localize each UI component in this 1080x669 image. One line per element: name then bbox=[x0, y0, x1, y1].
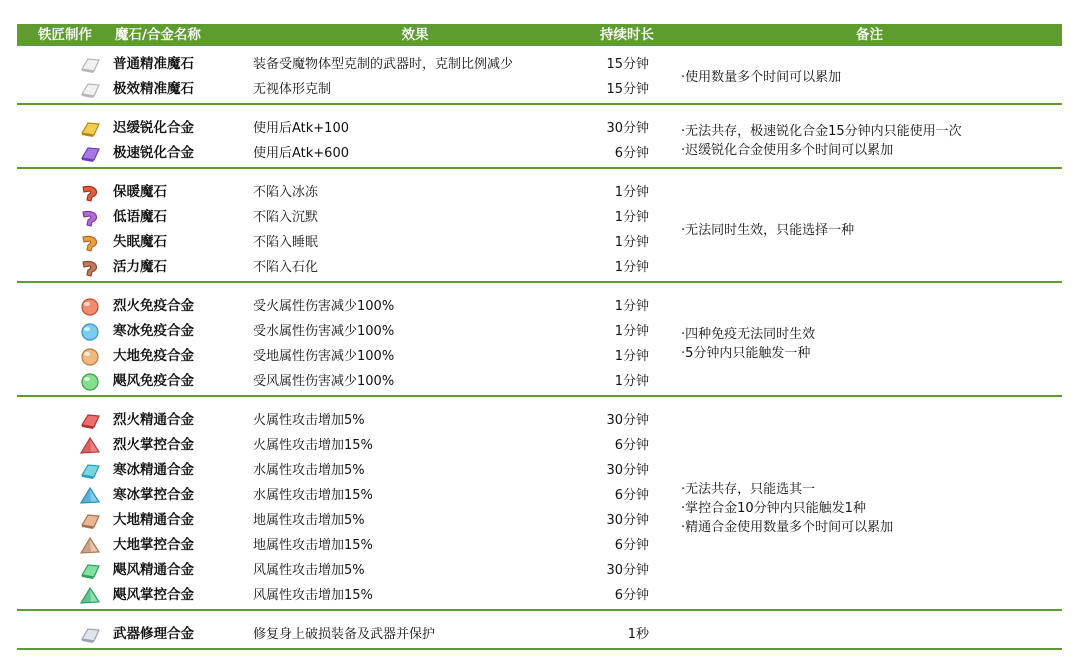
item-duration: 30分钟 bbox=[606, 563, 649, 578]
item-name: 飓风免疫合金 bbox=[113, 373, 194, 389]
table-row bbox=[17, 622, 1062, 647]
note-line: ·精通合金使用数量多个时间可以累加 bbox=[681, 520, 894, 535]
item-name: 寒冰掌控合金 bbox=[113, 487, 194, 503]
item-name: 飓风掌控合金 bbox=[113, 587, 194, 603]
item-duration: 6分钟 bbox=[614, 488, 649, 503]
fire-prism-icon bbox=[79, 436, 101, 455]
note-line: ·四种免疫无法同时生效 bbox=[681, 327, 816, 342]
note-line: ·无法共存，只能选其一 bbox=[681, 482, 816, 497]
purple-ingot-icon bbox=[79, 144, 101, 163]
item-duration: 30分钟 bbox=[606, 121, 649, 136]
item-name: 普通精准魔石 bbox=[113, 56, 194, 72]
table-row bbox=[17, 558, 1062, 583]
item-duration: 15分钟 bbox=[606, 82, 649, 97]
item-effect: 风属性攻击增加15% bbox=[253, 588, 373, 603]
brown-stone-icon bbox=[79, 258, 101, 277]
header-smith: 铁匠制作 bbox=[38, 27, 92, 43]
wind-ingot-icon bbox=[79, 561, 101, 580]
item-duration: 6分钟 bbox=[614, 438, 649, 453]
table-row bbox=[17, 583, 1062, 608]
group-divider bbox=[17, 648, 1062, 650]
water-orb-icon bbox=[79, 322, 101, 341]
fire-orb-icon bbox=[79, 297, 101, 316]
table-row bbox=[17, 433, 1062, 458]
item-name: 大地精通合金 bbox=[113, 512, 194, 528]
item-effect: 受风属性伤害减少100% bbox=[253, 374, 395, 389]
group-notes bbox=[681, 221, 1061, 240]
table-row bbox=[17, 255, 1062, 280]
item-effect: 不陷入冰冻 bbox=[253, 185, 319, 200]
item-effect: 修复身上破损装备及武器并保护 bbox=[253, 627, 436, 642]
table-row bbox=[17, 408, 1062, 433]
note-line: ·无法同时生效，只能选择一种 bbox=[681, 223, 855, 238]
item-effect: 不陷入沉默 bbox=[253, 210, 319, 225]
item-effect: 受火属性伤害减少100% bbox=[253, 299, 395, 314]
item-name: 烈火精通合金 bbox=[113, 412, 194, 428]
item-name: 烈火掌控合金 bbox=[113, 437, 194, 453]
earth-ingot-icon bbox=[79, 511, 101, 530]
water-prism-icon bbox=[79, 486, 101, 505]
table-row bbox=[17, 294, 1062, 319]
note-line: ·5分钟内只能触发一种 bbox=[681, 346, 811, 361]
table-row bbox=[17, 180, 1062, 205]
group-divider bbox=[17, 395, 1062, 397]
group-divider bbox=[17, 167, 1062, 169]
earth-orb-icon bbox=[79, 347, 101, 366]
group-notes bbox=[681, 122, 1061, 160]
item-duration: 1分钟 bbox=[614, 374, 649, 389]
item-duration: 1分钟 bbox=[614, 185, 649, 200]
water-ingot-icon bbox=[79, 461, 101, 480]
header-name: 魔石/合金名称 bbox=[115, 27, 201, 43]
white-crystal-icon bbox=[79, 80, 101, 99]
item-duration: 30分钟 bbox=[606, 463, 649, 478]
item-duration: 30分钟 bbox=[606, 413, 649, 428]
wind-orb-icon bbox=[79, 372, 101, 391]
group-notes bbox=[681, 480, 1061, 537]
item-duration: 1分钟 bbox=[614, 324, 649, 339]
item-duration: 1分钟 bbox=[614, 349, 649, 364]
item-name: 活力魔石 bbox=[113, 259, 167, 275]
item-name: 烈火免疫合金 bbox=[113, 298, 194, 314]
orange-stone-icon bbox=[79, 233, 101, 252]
item-name: 大地免疫合金 bbox=[113, 348, 194, 364]
item-name: 寒冰精通合金 bbox=[113, 462, 194, 478]
silver-ingot-icon bbox=[79, 625, 101, 644]
item-duration: 6分钟 bbox=[614, 588, 649, 603]
red-stone-icon bbox=[79, 183, 101, 202]
item-duration: 15分钟 bbox=[606, 57, 649, 72]
item-name: 寒冰免疫合金 bbox=[113, 323, 194, 339]
wind-prism-icon bbox=[79, 586, 101, 605]
item-duration: 1分钟 bbox=[614, 235, 649, 250]
item-duration: 1分钟 bbox=[614, 260, 649, 275]
item-name: 迟缓锐化合金 bbox=[113, 120, 194, 136]
item-effect: 不陷入睡眠 bbox=[253, 235, 319, 250]
item-effect: 使用后Atk+100 bbox=[253, 121, 349, 136]
item-duration: 1秒 bbox=[627, 627, 649, 642]
item-name: 极速锐化合金 bbox=[113, 145, 194, 161]
item-effect: 使用后Atk+600 bbox=[253, 146, 349, 161]
group-notes bbox=[681, 68, 1061, 87]
item-name: 飓风精通合金 bbox=[113, 562, 194, 578]
item-duration: 1分钟 bbox=[614, 299, 649, 314]
item-effect: 受水属性伤害减少100% bbox=[253, 324, 395, 339]
item-effect: 水属性攻击增加5% bbox=[253, 463, 365, 478]
note-line: ·掌控合金10分钟内只能触发1种 bbox=[681, 501, 866, 516]
item-name: 失眠魔石 bbox=[113, 234, 167, 250]
purple-stone-icon bbox=[79, 208, 101, 227]
item-duration: 30分钟 bbox=[606, 513, 649, 528]
group-divider bbox=[17, 609, 1062, 611]
header-effect: 效果 bbox=[401, 27, 429, 43]
item-effect: 火属性攻击增加5% bbox=[253, 413, 365, 428]
note-line: ·迟缓锐化合金使用多个时间可以累加 bbox=[681, 143, 894, 158]
item-effect: 地属性攻击增加5% bbox=[253, 513, 365, 528]
item-effect: 无视体形克制 bbox=[253, 82, 332, 97]
item-name: 极效精准魔石 bbox=[113, 81, 194, 97]
white-crystal-icon bbox=[79, 55, 101, 74]
item-duration: 6分钟 bbox=[614, 538, 649, 553]
item-effect: 装备受魔物体型克制的武器时，克制比例减少 bbox=[253, 57, 514, 72]
header-duration: 持续时长 bbox=[600, 27, 654, 43]
item-name: 低语魔石 bbox=[113, 209, 167, 225]
item-name: 保暖魔石 bbox=[113, 184, 167, 200]
group-divider bbox=[17, 103, 1062, 105]
table-row bbox=[17, 369, 1062, 394]
note-line: ·无法共存，极速锐化合金15分钟内只能使用一次 bbox=[681, 124, 962, 139]
item-effect: 风属性攻击增加5% bbox=[253, 563, 365, 578]
fire-ingot-icon bbox=[79, 411, 101, 430]
header-notes: 备注 bbox=[856, 27, 883, 43]
table-header bbox=[17, 24, 1062, 46]
item-effect: 水属性攻击增加15% bbox=[253, 488, 373, 503]
gold-ingot-icon bbox=[79, 119, 101, 138]
item-effect: 火属性攻击增加15% bbox=[253, 438, 373, 453]
item-duration: 6分钟 bbox=[614, 146, 649, 161]
item-effect: 不陷入石化 bbox=[253, 260, 319, 275]
group-notes bbox=[681, 325, 1061, 363]
item-name: 武器修理合金 bbox=[113, 626, 194, 642]
group-divider bbox=[17, 281, 1062, 283]
item-name: 大地掌控合金 bbox=[113, 537, 194, 553]
earth-prism-icon bbox=[79, 536, 101, 555]
item-duration: 1分钟 bbox=[614, 210, 649, 225]
note-line: ·使用数量多个时间可以累加 bbox=[681, 70, 842, 85]
item-effect: 受地属性伤害减少100% bbox=[253, 349, 395, 364]
item-effect: 地属性攻击增加15% bbox=[253, 538, 373, 553]
